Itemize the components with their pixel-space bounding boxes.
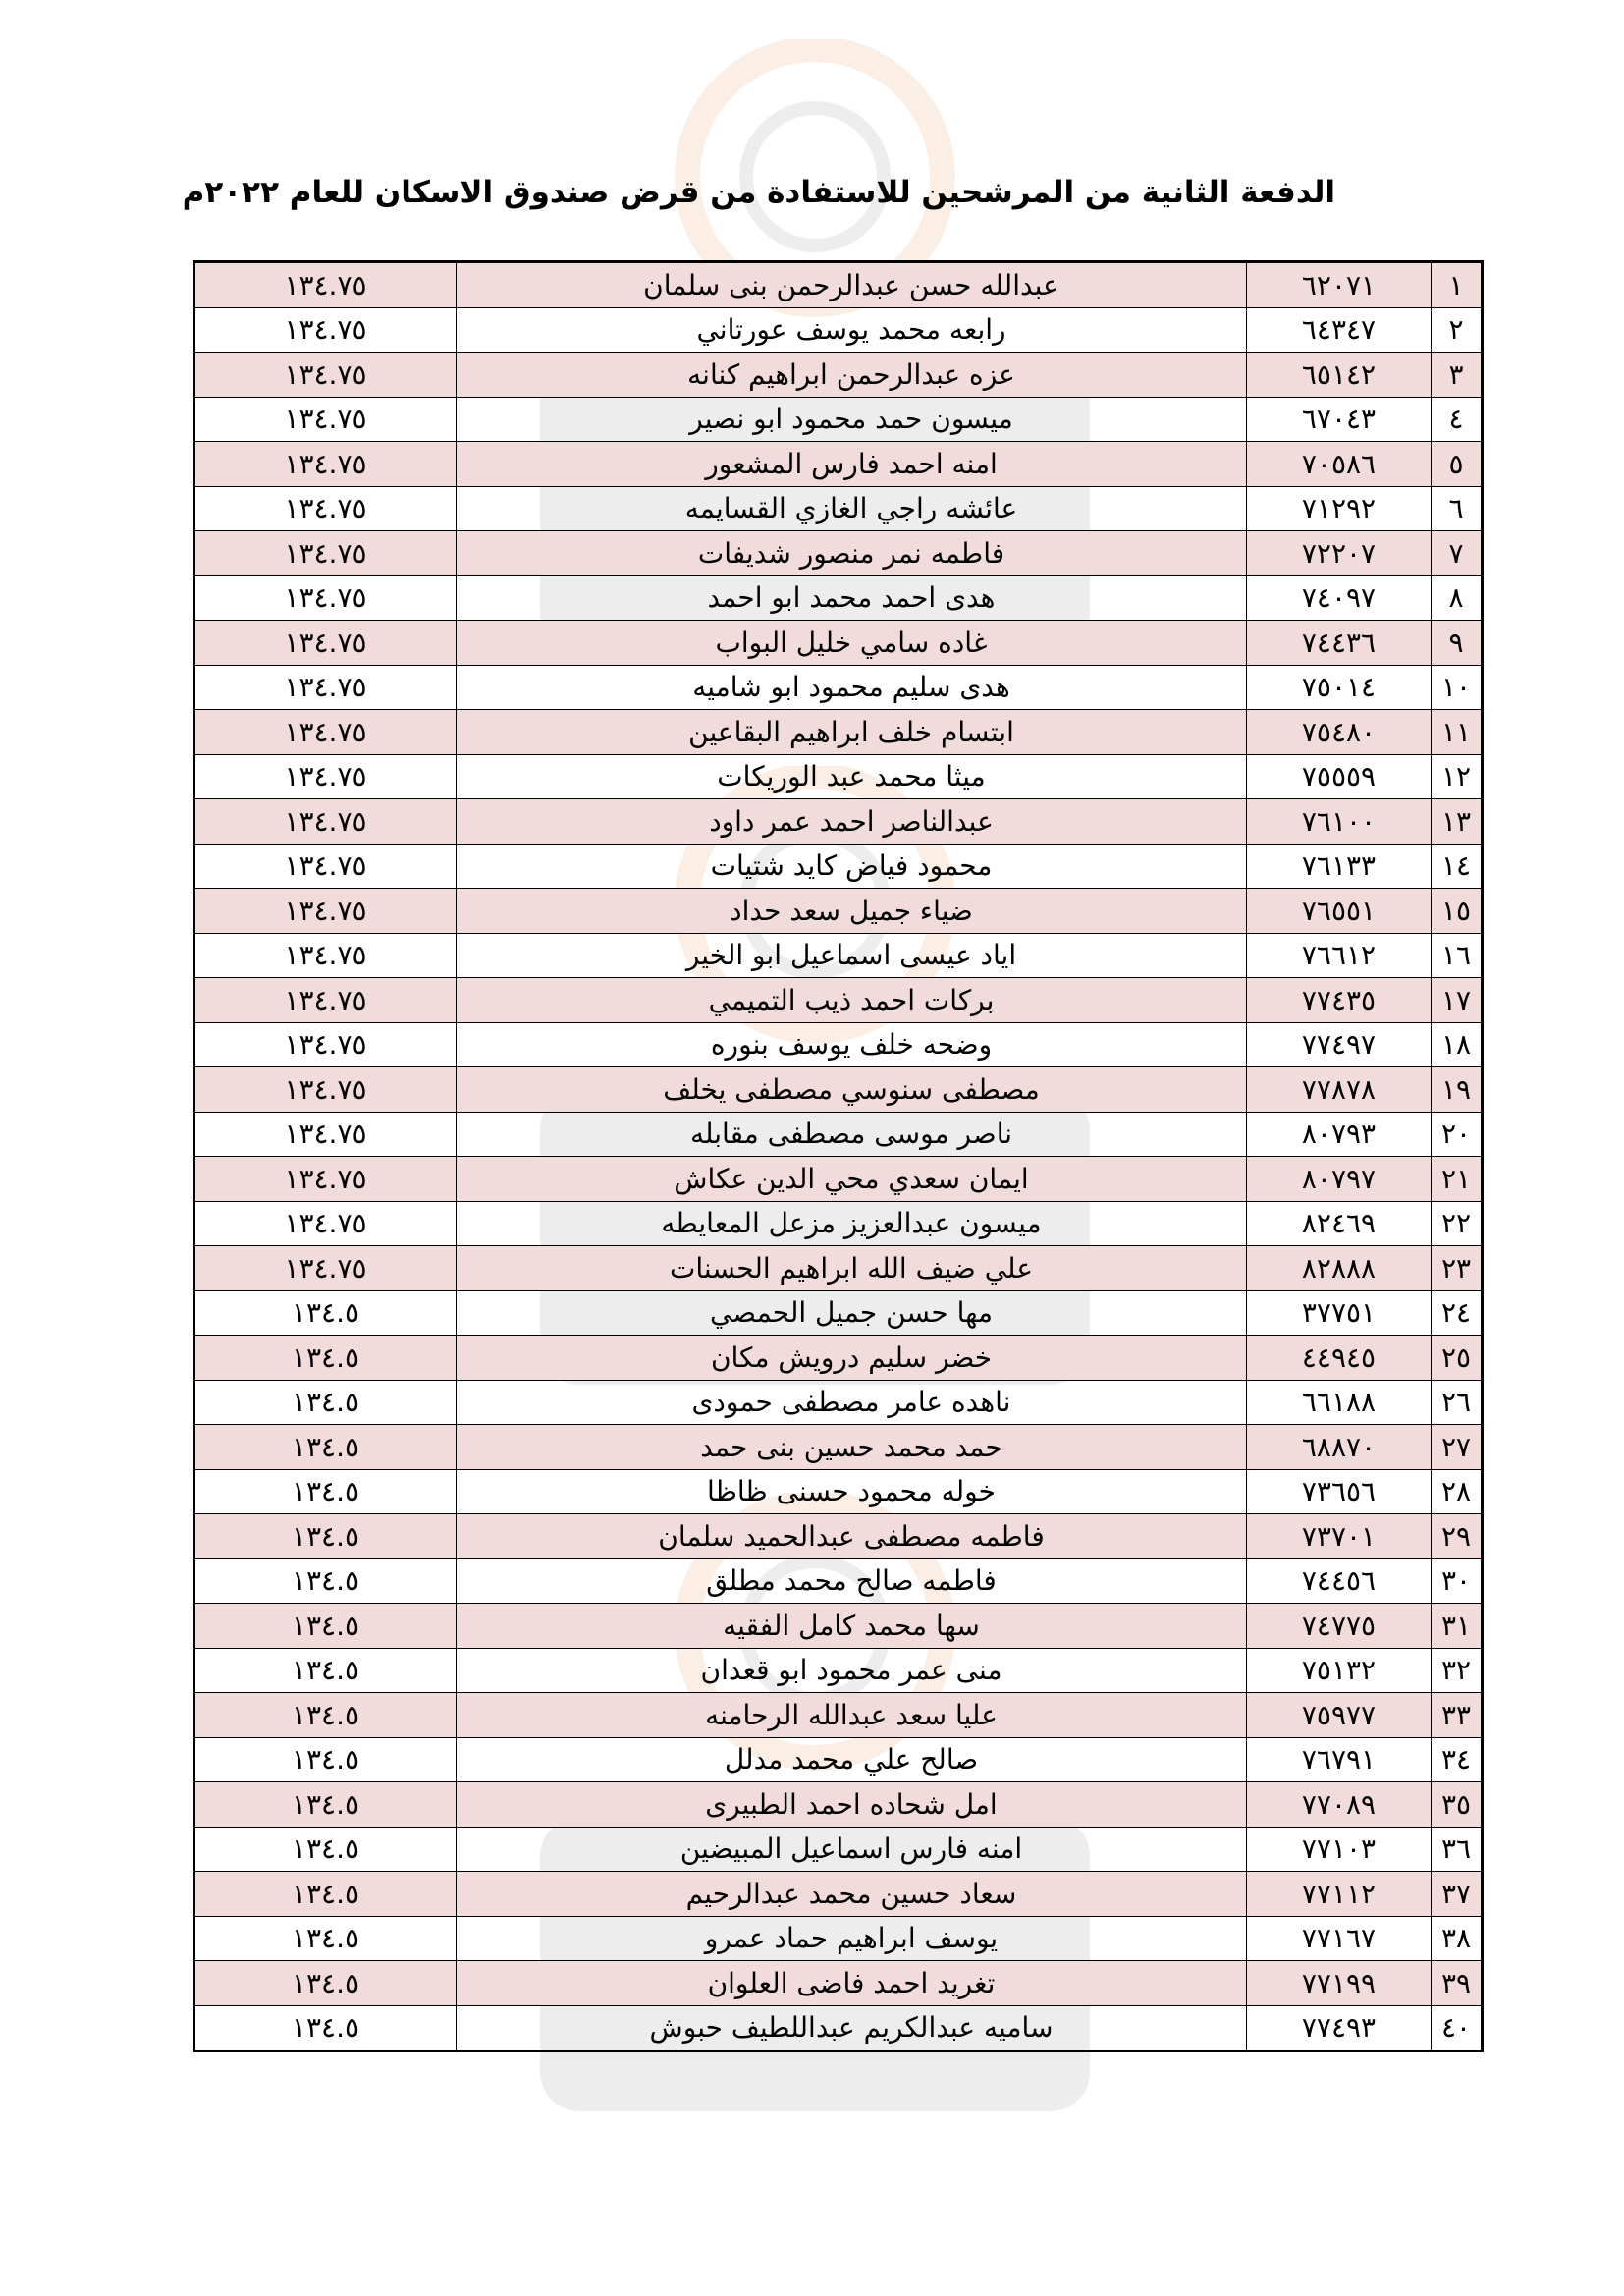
score: ١٣٤.٧٥: [195, 575, 457, 621]
application-number: ٣٧٧٥١: [1247, 1290, 1432, 1336]
table-row: [195, 1558, 1482, 1604]
applicant-name: وضحه خلف يوسف بنوره: [457, 1022, 1247, 1067]
applicant-name: عبدالله حسن عبدالرحمن بنى سلمان: [457, 263, 1247, 308]
application-number: ٧٦١٣٣: [1247, 844, 1432, 889]
score: ١٣٤.٥: [195, 1558, 457, 1604]
score: ١٣٤.٥: [195, 1425, 457, 1470]
table-row: [195, 1514, 1482, 1559]
row-index: ٣٧: [1432, 1872, 1482, 1917]
score: ١٣٤.٧٥: [195, 844, 457, 889]
table-row: [195, 754, 1482, 799]
table-row: [195, 978, 1482, 1023]
applicant-name: خوله محمود حسنى ظاظا: [457, 1469, 1247, 1514]
candidates-table: [193, 260, 1484, 2052]
applicant-name: عزه عبدالرحمن ابراهيم كنانه: [457, 353, 1247, 398]
table-row: [195, 1469, 1482, 1514]
table-row: [195, 1157, 1482, 1202]
score: ١٣٤.٥: [195, 1336, 457, 1381]
applicant-name: صالح علي محمد مدلل: [457, 1737, 1247, 1782]
applicant-name: امنه احمد فارس المشعور: [457, 442, 1247, 487]
row-index: ١٧: [1432, 978, 1482, 1023]
application-number: ٦٥١٤٢: [1247, 353, 1432, 398]
application-number: ٧٠٥٨٦: [1247, 442, 1432, 487]
row-index: ٣٩: [1432, 1961, 1482, 2006]
application-number: ٧٦٧٩١: [1247, 1737, 1432, 1782]
application-number: ٧٥٩٧٧: [1247, 1693, 1432, 1738]
applicant-name: ميسون عبدالعزيز مزعل المعايطه: [457, 1201, 1247, 1246]
application-number: ٨٢٨٨٨: [1247, 1246, 1432, 1291]
applicant-name: مصطفى سنوسي مصطفى يخلف: [457, 1067, 1247, 1113]
application-number: ٦٦١٨٨: [1247, 1380, 1432, 1425]
table-row: [195, 1604, 1482, 1649]
applicant-name: يوسف ابراهيم حماد عمرو: [457, 1916, 1247, 1961]
row-index: ١١: [1432, 710, 1482, 755]
application-number: ٧٥١٣٢: [1247, 1648, 1432, 1693]
score: ١٣٤.٧٥: [195, 1067, 457, 1113]
application-number: ٦٢٠٧١: [1247, 263, 1432, 308]
score: ١٣٤.٥: [195, 1380, 457, 1425]
applicant-name: منى عمر محمود ابو قعدان: [457, 1648, 1247, 1693]
score: ١٣٤.٧٥: [195, 353, 457, 398]
score: ١٣٤.٧٥: [195, 621, 457, 666]
applicant-name: اياد عيسى اسماعيل ابو الخير: [457, 933, 1247, 978]
row-index: ١٥: [1432, 889, 1482, 934]
table-row: [195, 1782, 1482, 1828]
row-index: ١: [1432, 263, 1482, 308]
applicant-name: سها محمد كامل الفقيه: [457, 1604, 1247, 1649]
application-number: ٦٨٨٧٠: [1247, 1425, 1432, 1470]
score: ١٣٤.٧٥: [195, 1246, 457, 1291]
application-number: ٧٧٤٩٧: [1247, 1022, 1432, 1067]
score: ١٣٤.٥: [195, 1604, 457, 1649]
score: ١٣٤.٥: [195, 1961, 457, 2006]
score: ١٣٤.٧٥: [195, 1201, 457, 1246]
score: ١٣٤.٥: [195, 1514, 457, 1559]
applicant-name: فاطمه نمر منصور شديفات: [457, 531, 1247, 576]
row-index: ١٣: [1432, 799, 1482, 845]
score: ١٣٤.٥: [195, 1469, 457, 1514]
table-row: [195, 1425, 1482, 1470]
application-number: ٧٥٠١٤: [1247, 665, 1432, 710]
applicant-name: هدى سليم محمود ابو شاميه: [457, 665, 1247, 710]
score: ١٣٤.٧٥: [195, 889, 457, 934]
row-index: ٢٦: [1432, 1380, 1482, 1425]
row-index: ١٠: [1432, 665, 1482, 710]
table-row: [195, 1693, 1482, 1738]
applicant-name: محمود فياض كايد شتيات: [457, 844, 1247, 889]
score: ١٣٤.٥: [195, 1782, 457, 1828]
page-title: الدفعة الثانية من المرشحين للاستفادة من قرض صندوق الاسكان للعام ٢٠٢٢م: [182, 175, 1335, 210]
row-index: ٢١: [1432, 1157, 1482, 1202]
table-row: [195, 1067, 1482, 1113]
applicant-name: غاده سامي خليل البواب: [457, 621, 1247, 666]
score: ١٣٤.٧٥: [195, 442, 457, 487]
application-number: ٧٧٤٣٥: [1247, 978, 1432, 1023]
row-index: ٣٣: [1432, 1693, 1482, 1738]
table-row: [195, 1336, 1482, 1381]
row-index: ٣١: [1432, 1604, 1482, 1649]
score: ١٣٤.٥: [195, 1737, 457, 1782]
applicant-name: ضياء جميل سعد حداد: [457, 889, 1247, 934]
row-index: ١٤: [1432, 844, 1482, 889]
row-index: ٢٣: [1432, 1246, 1482, 1291]
score: ١٣٤.٧٥: [195, 799, 457, 845]
table-row: [195, 665, 1482, 710]
application-number: ٧٧١٠٣: [1247, 1827, 1432, 1872]
table-row: [195, 442, 1482, 487]
application-number: ٨٢٤٦٩: [1247, 1201, 1432, 1246]
score: ١٣٤.٥: [195, 1648, 457, 1693]
score: ١٣٤.٧٥: [195, 754, 457, 799]
applicant-name: امنه فارس اسماعيل المبيضين: [457, 1827, 1247, 1872]
application-number: ٨٠٧٩٣: [1247, 1112, 1432, 1157]
applicant-name: ناهده عامر مصطفى حمودى: [457, 1380, 1247, 1425]
row-index: ٦: [1432, 486, 1482, 531]
table-row: [195, 353, 1482, 398]
table-row: [195, 1380, 1482, 1425]
table-row: [195, 889, 1482, 934]
applicant-name: ميثا محمد عبد الوريكات: [457, 754, 1247, 799]
score: ١٣٤.٥: [195, 1827, 457, 1872]
table-row: [195, 1872, 1482, 1917]
score: ١٣٤.٧٥: [195, 531, 457, 576]
table-row: [195, 1737, 1482, 1782]
table-row: [195, 933, 1482, 978]
applicant-name: فاطمه صالح محمد مطلق: [457, 1558, 1247, 1604]
score: ١٣٤.٥: [195, 2005, 457, 2050]
applicant-name: بركات احمد ذيب التميمي: [457, 978, 1247, 1023]
table-row: [195, 1201, 1482, 1246]
applicant-name: امل شحاده احمد الطبيرى: [457, 1782, 1247, 1828]
row-index: ١٢: [1432, 754, 1482, 799]
applicant-name: ناصر موسى مصطفى مقابله: [457, 1112, 1247, 1157]
applicant-name: ميسون حمد محمود ابو نصير: [457, 397, 1247, 442]
application-number: ٧١٢٩٢: [1247, 486, 1432, 531]
table-row: [195, 263, 1482, 308]
application-number: ٧٦٥٥١: [1247, 889, 1432, 934]
row-index: ١٩: [1432, 1067, 1482, 1113]
applicant-name: تغريد احمد فاضى العلوان: [457, 1961, 1247, 2006]
application-number: ٤٤٩٤٥: [1247, 1336, 1432, 1381]
score: ١٣٤.٥: [195, 1872, 457, 1917]
application-number: ٦٤٣٤٧: [1247, 307, 1432, 353]
applicant-name: مها حسن جميل الحمصي: [457, 1290, 1247, 1336]
score: ١٣٤.٧٥: [195, 1157, 457, 1202]
row-index: ٣٠: [1432, 1558, 1482, 1604]
applicant-name: عائشه راجي الغازي القسايمه: [457, 486, 1247, 531]
score: ١٣٤.٥: [195, 1916, 457, 1961]
row-index: ٤: [1432, 397, 1482, 442]
application-number: ٧٧١٩٩: [1247, 1961, 1432, 2006]
score: ١٣٤.٧٥: [195, 263, 457, 308]
application-number: ٧٢٢٠٧: [1247, 531, 1432, 576]
table-row: [195, 2005, 1482, 2050]
applicant-name: ساميه عبدالكريم عبداللطيف حبوش: [457, 2005, 1247, 2050]
table-row: [195, 531, 1482, 576]
applicant-name: ايمان سعدي محي الدين عكاش: [457, 1157, 1247, 1202]
table-row: [195, 621, 1482, 666]
applicant-name: هدى احمد محمد ابو احمد: [457, 575, 1247, 621]
table-row: [195, 844, 1482, 889]
applicant-name: فاطمه مصطفى عبدالحميد سلمان: [457, 1514, 1247, 1559]
score: ١٣٤.٧٥: [195, 665, 457, 710]
table-row: [195, 1112, 1482, 1157]
application-number: ٧٧٠٨٩: [1247, 1782, 1432, 1828]
applicant-name: عليا سعد عبدالله الرحامنه: [457, 1693, 1247, 1738]
row-index: ٧: [1432, 531, 1482, 576]
row-index: ٣٤: [1432, 1737, 1482, 1782]
score: ١٣٤.٥: [195, 1290, 457, 1336]
application-number: ٧٧٤٩٣: [1247, 2005, 1432, 2050]
row-index: ٤٠: [1432, 2005, 1482, 2050]
score: ١٣٤.٧٥: [195, 486, 457, 531]
table-row: [195, 1961, 1482, 2006]
table-row: [195, 1827, 1482, 1872]
row-index: ٨: [1432, 575, 1482, 621]
application-number: ٧٣٦٥٦: [1247, 1469, 1432, 1514]
row-index: ٩: [1432, 621, 1482, 666]
row-index: ٢٥: [1432, 1336, 1482, 1381]
score: ١٣٤.٧٥: [195, 933, 457, 978]
applicant-name: ابتسام خلف ابراهيم البقاعين: [457, 710, 1247, 755]
row-index: ٣٦: [1432, 1827, 1482, 1872]
application-number: ٧٤٤٣٦: [1247, 621, 1432, 666]
row-index: ٢٧: [1432, 1425, 1482, 1470]
table-row: [195, 1022, 1482, 1067]
row-index: ١٨: [1432, 1022, 1482, 1067]
score: ١٣٤.٧٥: [195, 1112, 457, 1157]
row-index: ٢: [1432, 307, 1482, 353]
row-index: ٣٢: [1432, 1648, 1482, 1693]
table-row: [195, 307, 1482, 353]
application-number: ٧٥٥٥٩: [1247, 754, 1432, 799]
table-row: [195, 397, 1482, 442]
score: ١٣٤.٧٥: [195, 307, 457, 353]
applicant-name: خضر سليم درويش مكان: [457, 1336, 1247, 1381]
score: ١٣٤.٧٥: [195, 397, 457, 442]
application-number: ٨٠٧٩٧: [1247, 1157, 1432, 1202]
table-row: [195, 799, 1482, 845]
row-index: ٥: [1432, 442, 1482, 487]
row-index: ٢٢: [1432, 1201, 1482, 1246]
row-index: ٢٠: [1432, 1112, 1482, 1157]
table-row: [195, 1916, 1482, 1961]
application-number: ٧٧٨٧٨: [1247, 1067, 1432, 1113]
applicant-name: رابعه محمد يوسف عورتاني: [457, 307, 1247, 353]
table-row: [195, 486, 1482, 531]
score: ١٣٤.٧٥: [195, 978, 457, 1023]
row-index: ٣٨: [1432, 1916, 1482, 1961]
score: ١٣٤.٥: [195, 1693, 457, 1738]
row-index: ٣: [1432, 353, 1482, 398]
score: ١٣٤.٧٥: [195, 1022, 457, 1067]
application-number: ٧٤٠٩٧: [1247, 575, 1432, 621]
applicant-name: سعاد حسين محمد عبدالرحيم: [457, 1872, 1247, 1917]
row-index: ٣٥: [1432, 1782, 1482, 1828]
applicant-name: حمد محمد حسين بنى حمد: [457, 1425, 1247, 1470]
row-index: ٢٨: [1432, 1469, 1482, 1514]
table-row: [195, 1246, 1482, 1291]
table-row: [195, 575, 1482, 621]
application-number: ٧٤٤٥٦: [1247, 1558, 1432, 1604]
application-number: ٦٧٠٤٣: [1247, 397, 1432, 442]
row-index: ٢٩: [1432, 1514, 1482, 1559]
application-number: ٧٣٧٠١: [1247, 1514, 1432, 1559]
row-index: ١٦: [1432, 933, 1482, 978]
application-number: ٧٧١٦٧: [1247, 1916, 1432, 1961]
row-index: ٢٤: [1432, 1290, 1482, 1336]
table-row: [195, 1648, 1482, 1693]
application-number: ٧٥٤٨٠: [1247, 710, 1432, 755]
application-number: ٧٦١٠٠: [1247, 799, 1432, 845]
table-row: [195, 1290, 1482, 1336]
score: ١٣٤.٧٥: [195, 710, 457, 755]
applicant-name: علي ضيف الله ابراهيم الحسنات: [457, 1246, 1247, 1291]
application-number: ٧٤٧٧٥: [1247, 1604, 1432, 1649]
table-row: [195, 710, 1482, 755]
application-number: ٧٧١١٢: [1247, 1872, 1432, 1917]
applicant-name: عبدالناصر احمد عمر داود: [457, 799, 1247, 845]
application-number: ٧٦٦١٢: [1247, 933, 1432, 978]
